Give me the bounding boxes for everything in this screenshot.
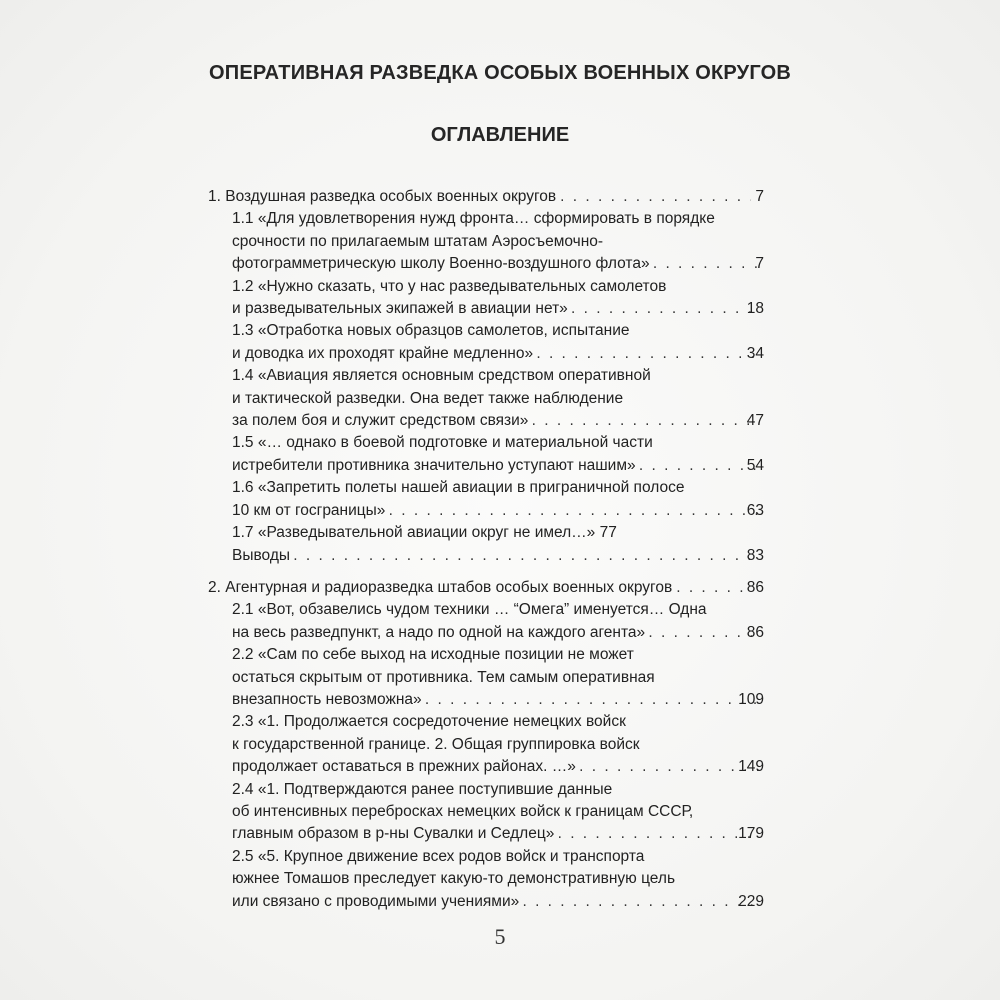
toc-chapter-1 bbox=[208, 186, 764, 208]
book-title: ОПЕРАТИВНАЯ РАЗВЕДКА ОСОБЫХ ВОЕННЫХ ОКРУГОВ bbox=[208, 62, 792, 84]
toc-entry-text: фотограмметрическую школу Военно-воздушного флота» bbox=[232, 255, 650, 273]
toc-section-1-5: 1.5 «… однако в боевой подготовке и материальной части истребители противника значительно уступают нашим» . . . 54 bbox=[208, 432, 764, 477]
toc-entry-text: 1.6 «Запретить полеты нашей авиации в приграничной полосе bbox=[232, 479, 685, 497]
toc-entry-text: и разведывательных экипажей в авиации нет» bbox=[232, 300, 568, 318]
toc-heading: ОГЛАВЛЕНИЕ bbox=[430, 124, 570, 146]
toc-entry-text: Выводы bbox=[232, 546, 291, 564]
dot-leader bbox=[558, 823, 760, 845]
toc-entry-text: продолжает оставаться в прежних районах. …» bbox=[232, 758, 576, 776]
toc-chapter-2 bbox=[208, 577, 764, 599]
toc-entry-text: 10 км от госграницы» bbox=[232, 501, 386, 519]
dot-leader bbox=[676, 577, 743, 599]
toc-entry-text: срочности по прилагаемым штатам Аэросъемочно- bbox=[232, 232, 604, 250]
toc-entry-text: 2.1 «Вот, обзавелись чудом техники … “Омега” именуется… Одна bbox=[232, 601, 707, 619]
toc-entry-text: за полем боя и служит средством связи» bbox=[232, 412, 529, 430]
toc-section-1-6: 1.6 «Запретить полеты нашей авиации в приграничной полосе 10 км от госграницы» . . . 63 bbox=[208, 477, 764, 522]
toc-entry-text: к государственной границе. 2. Общая группировка войск bbox=[232, 735, 640, 753]
toc-entry-text: внезапность невозможна» bbox=[232, 690, 422, 708]
toc-section-1-8: Выводы . . . 83 bbox=[208, 545, 764, 567]
dot-leader bbox=[294, 545, 760, 567]
chapter-gap bbox=[208, 567, 764, 577]
toc-section-2-3: 2.3 «1. Продолжается сосредоточение немецких войск к государственной границе. 2. Общая группировка войск продолжает оставаться в прежних районах. …» . . . 149 bbox=[208, 711, 764, 778]
toc-entry-text: 1. Воздушная разведка особых военных округов bbox=[208, 188, 557, 205]
dot-leader bbox=[649, 622, 760, 644]
toc-entry-text: 1.4 «Авиация является основным средством оперативной bbox=[232, 367, 651, 385]
toc-entry-text: 2.2 «Сам по себе выход на исходные позиции не может bbox=[232, 646, 634, 664]
toc-section-1-2: 1.2 «Нужно сказать, что у нас разведывательных самолетов и разведывательных экипажей в авиации нет» . . . 18 bbox=[208, 276, 764, 321]
toc-entry-text: 2.4 «1. Подтверждаются ранее поступившие данные bbox=[232, 780, 613, 798]
toc-section-1-1: 1.1 «Для удовлетворения нужд фронта… сформировать в порядке срочности по прилагаемым штатам Аэросъемочно- фотограмметрическую школу Военно-воздушного флота» . . . 7 bbox=[208, 208, 764, 275]
toc-section-2-2: 2.2 «Сам по себе выход на исходные позиции не может остаться скрытым от противника. Тем самым оперативная внезапность невозможна» . . . 109 bbox=[208, 644, 764, 711]
toc-entry-text: и тактической разведки. Она ведет также наблюдение bbox=[232, 389, 624, 407]
toc-entry-text: главным образом в р-ны Сувалки и Седлец» bbox=[232, 825, 555, 843]
toc-entry-text: истребители противника значительно уступают нашим» bbox=[232, 456, 636, 474]
dot-leader bbox=[532, 410, 760, 432]
toc-entry-text: 2.3 «1. Продолжается сосредоточение немецких войск bbox=[232, 713, 626, 731]
toc-page-number: 7 bbox=[755, 188, 764, 205]
toc-entry-text: или связано с проводимыми учениями» bbox=[232, 892, 520, 910]
toc-entry-text: и доводка их проходят крайне медленно» bbox=[232, 344, 534, 362]
toc-entry-text: 1.2 «Нужно сказать, что у нас разведывательных самолетов bbox=[232, 277, 667, 295]
toc-entry-text: 1.7 «Разведывательной авиации округ не имел…» 77 bbox=[232, 524, 617, 542]
page-number: 5 bbox=[494, 924, 506, 949]
dot-leader bbox=[572, 298, 760, 320]
table-of-contents bbox=[208, 186, 764, 913]
toc-entry-text: 2.5 «5. Крупное движение всех родов войск и транспорта bbox=[232, 847, 645, 865]
dot-leader bbox=[654, 253, 760, 275]
toc-entry-text: 1.1 «Для удовлетворения нужд фронта… сформировать в порядке bbox=[232, 210, 715, 228]
toc-section-1-7 bbox=[208, 522, 764, 544]
toc-section-2-5: 2.5 «5. Крупное движение всех родов войск и транспорта южнее Томашов преследует какую-то демонстративную цель или связано с проводимыми учениями» . . . 229 bbox=[208, 846, 764, 913]
dot-leader bbox=[640, 455, 760, 477]
toc-section-1-4: 1.4 «Авиация является основным средством оперативной и тактической разведки. Она ведет также наблюдение за полем боя и служит средством связи» . . . 47 bbox=[208, 365, 764, 432]
toc-page-number: 86 bbox=[746, 578, 764, 596]
toc-entry-text: южнее Томашов преследует какую-то демонстративную цель bbox=[232, 870, 676, 888]
dot-leader bbox=[580, 756, 760, 778]
dot-leader bbox=[389, 500, 760, 522]
toc-entry-text: 2. Агентурная и радиоразведка штабов особых военных округов bbox=[208, 578, 673, 596]
toc-section-1-3: 1.3 «Отработка новых образцов самолетов, испытание и доводка их проходят крайне медленно» . . . 34 bbox=[208, 320, 764, 365]
toc-entry-text: об интенсивных перебросках немецких войск к границам СССР, bbox=[232, 802, 694, 820]
dot-leader bbox=[560, 186, 751, 208]
toc-entry-text: 1.3 «Отработка новых образцов самолетов, испытание bbox=[232, 322, 630, 340]
toc-entry-text: остаться скрытым от противника. Тем самым оперативная bbox=[232, 668, 655, 686]
dot-leader bbox=[426, 689, 760, 711]
toc-section-2-1: 2.1 «Вот, обзавелись чудом техники … “Омега” именуется… Одна на весь разведпункт, а надо по одной на каждого агента» . . . 86 bbox=[208, 599, 764, 644]
toc-entry-text: 1.5 «… однако в боевой подготовке и материальной части bbox=[232, 434, 653, 452]
toc-section-2-4: 2.4 «1. Подтверждаются ранее поступившие данные об интенсивных перебросках немецких войск к границам СССР, главным образом в р-ны Сувалки и Седлец» . . . 179 bbox=[208, 779, 764, 846]
dot-leader bbox=[537, 343, 760, 365]
toc-entry-text: на весь разведпункт, а надо по одной на каждого агента» bbox=[232, 623, 646, 641]
dot-leader bbox=[523, 891, 760, 913]
